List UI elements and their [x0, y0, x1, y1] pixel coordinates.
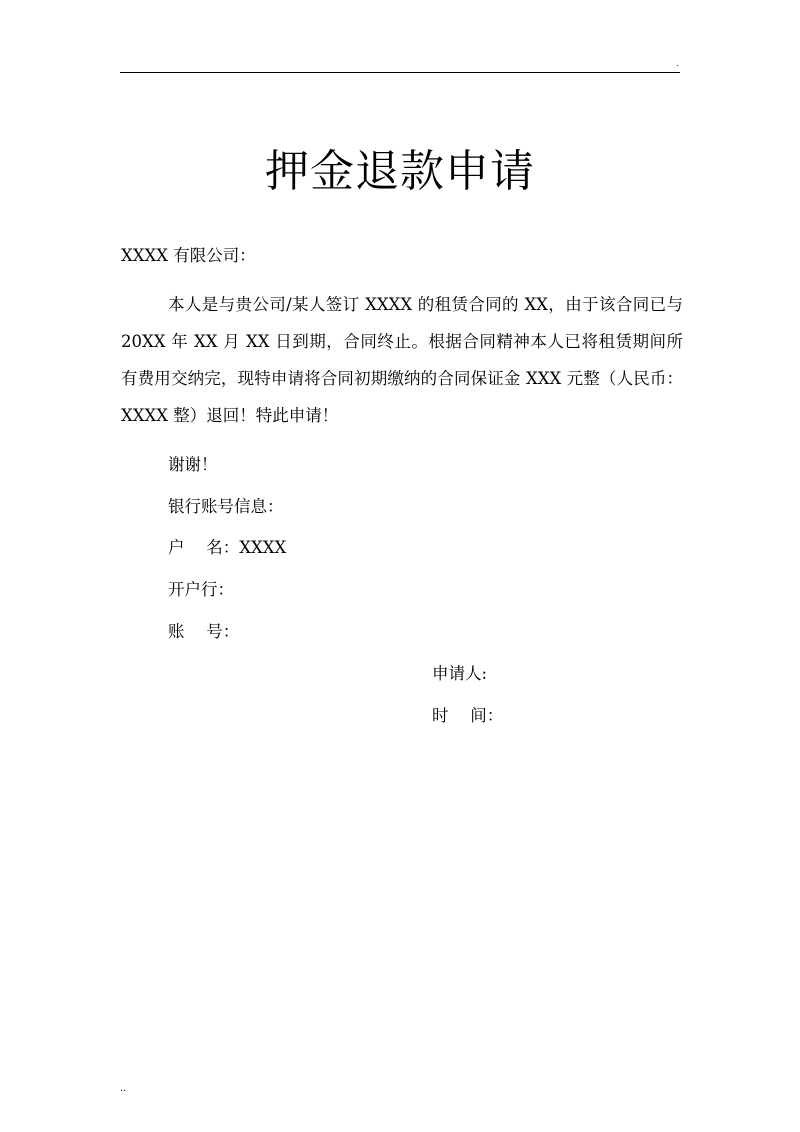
- thanks-line: 谢谢！: [168, 455, 218, 474]
- date-line: 时 间：: [432, 706, 504, 725]
- header-rule: [120, 72, 680, 73]
- body-paragraph: 本人是与贵公司/某人签订 XXXX 的租赁合同的 XX，由于该合同已与 20XX 年 XX 月 XX 日到期，合同终止。根据合同精神本人已将租赁期间所有费用交纳完，现特申请将合同初期缴纳的合同保证金 XXX 元整（人民币：XXXX 整）退回！特此申请！: [121, 295, 683, 425]
- account-name-line: 户 名：XXXX: [168, 538, 287, 557]
- account-number-line: 账 号：: [168, 622, 240, 641]
- applicant-line: 申请人:: [432, 664, 488, 683]
- page-title: 押金退款申请: [265, 146, 535, 197]
- header-mark: .: [676, 59, 679, 68]
- footer-mark: ..: [120, 1083, 127, 1094]
- bank-info-heading: 银行账号信息：: [168, 497, 284, 516]
- bank-name-line: 开户行：: [168, 580, 234, 599]
- salutation: XXXX 有限公司：: [121, 246, 256, 265]
